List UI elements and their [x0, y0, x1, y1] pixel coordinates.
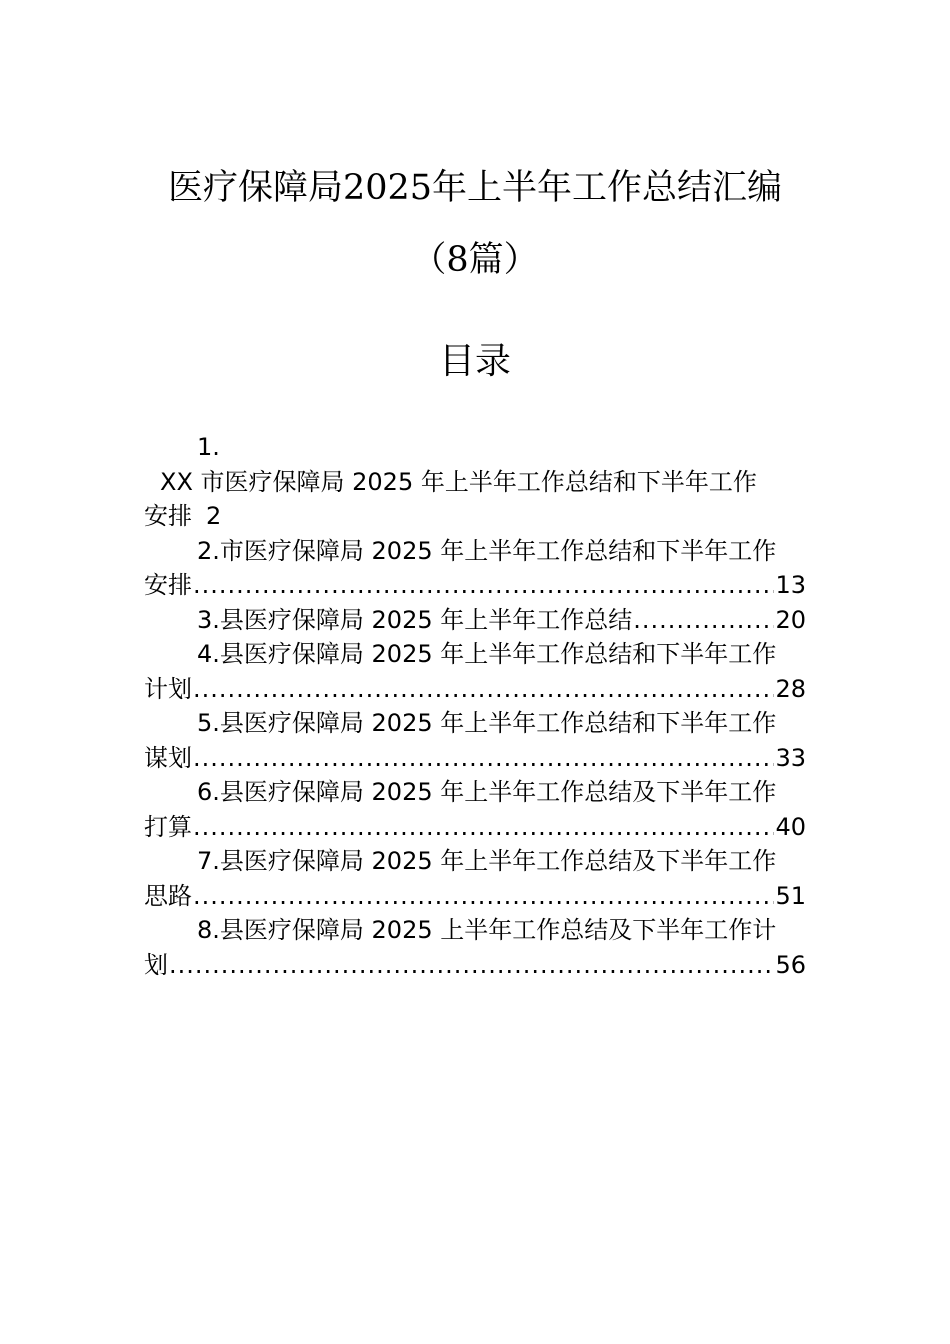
toc-entry-4[interactable] — [144, 637, 806, 706]
toc-entry-8-page: 56 — [775, 950, 806, 979]
toc-entry-1-number: 1. — [197, 433, 220, 461]
toc-entry-2-title-tail: 安排 — [144, 571, 192, 599]
toc-entry-5-leader-dots — [193, 741, 774, 776]
toc-entry-7-title: 7.县医疗保障局 2025 年上半年工作总结及下半年工作 — [197, 847, 777, 875]
toc-entry-2-leader-dots — [193, 568, 774, 603]
toc-entry-6-title-tail: 打算 — [144, 812, 192, 841]
toc-entry-4-page: 28 — [775, 674, 806, 703]
toc-entry-6-page: 40 — [775, 812, 806, 841]
toc-entry-2-title: 2.市医疗保障局 2025 年上半年工作总结和下半年工作 — [197, 536, 777, 565]
table-of-contents — [144, 430, 806, 982]
toc-entry-4-leader-dots — [193, 672, 774, 707]
toc-entry-4-title-tail: 计划 — [144, 674, 192, 703]
toc-entry-7-title-tail: 思路 — [144, 881, 192, 910]
toc-entry-6[interactable] — [144, 775, 806, 844]
toc-entry-1-title-tail: 安排 — [144, 502, 192, 530]
toc-entry-3[interactable] — [144, 603, 806, 638]
toc-entry-5[interactable] — [144, 706, 806, 775]
toc-entry-1[interactable] — [144, 430, 806, 534]
toc-entry-7-last-line — [144, 879, 806, 914]
toc-entry-8[interactable] — [144, 913, 806, 982]
toc-entry-6-last-line — [144, 810, 806, 845]
document-title: 医疗保障局2025年上半年工作总结汇编 — [167, 168, 783, 208]
toc-entry-2[interactable] — [144, 534, 806, 603]
toc-entry-8-title: 8.县医疗保障局 2025 上半年工作总结及下半年工作计 — [197, 916, 777, 944]
toc-heading: 目录 — [438, 341, 511, 382]
toc-entry-3-page: 20 — [775, 605, 806, 634]
toc-entry-2-page: 13 — [775, 571, 806, 599]
toc-entry-2-last-line — [144, 568, 806, 603]
toc-entry-4-title: 4.县医疗保障局 2025 年上半年工作总结和下半年工作 — [197, 640, 777, 668]
toc-entry-8-title-tail: 划 — [144, 950, 168, 979]
toc-entry-1-page: 2 — [206, 502, 222, 530]
toc-entry-4-last-line — [144, 672, 806, 707]
toc-entry-3-title: 3.县医疗保障局 2025 年上半年工作总结 — [197, 605, 633, 634]
toc-entry-8-last-line — [144, 948, 806, 983]
toc-entry-7[interactable] — [144, 844, 806, 913]
toc-entry-5-page: 33 — [775, 743, 806, 772]
document-subtitle: （8篇） — [411, 240, 539, 280]
toc-entry-1-last-line — [144, 499, 806, 534]
toc-entry-8-leader-dots — [169, 948, 774, 983]
toc-entry-3-leader-dots — [633, 603, 774, 638]
toc-entry-7-leader-dots — [193, 879, 774, 914]
toc-entry-5-last-line — [144, 741, 806, 776]
toc-entry-1-title: XX 市医疗保障局 2025 年上半年工作总结和下半年工作 — [160, 467, 757, 496]
toc-entry-7-page: 51 — [775, 881, 806, 910]
toc-entry-5-title: 5.县医疗保障局 2025 年上半年工作总结和下半年工作 — [197, 709, 777, 737]
toc-entry-5-title-tail: 谋划 — [144, 743, 192, 772]
toc-entry-3-line — [144, 603, 806, 638]
toc-entry-6-leader-dots — [193, 810, 774, 845]
toc-entry-6-title: 6.县医疗保障局 2025 年上半年工作总结及下半年工作 — [197, 778, 777, 806]
